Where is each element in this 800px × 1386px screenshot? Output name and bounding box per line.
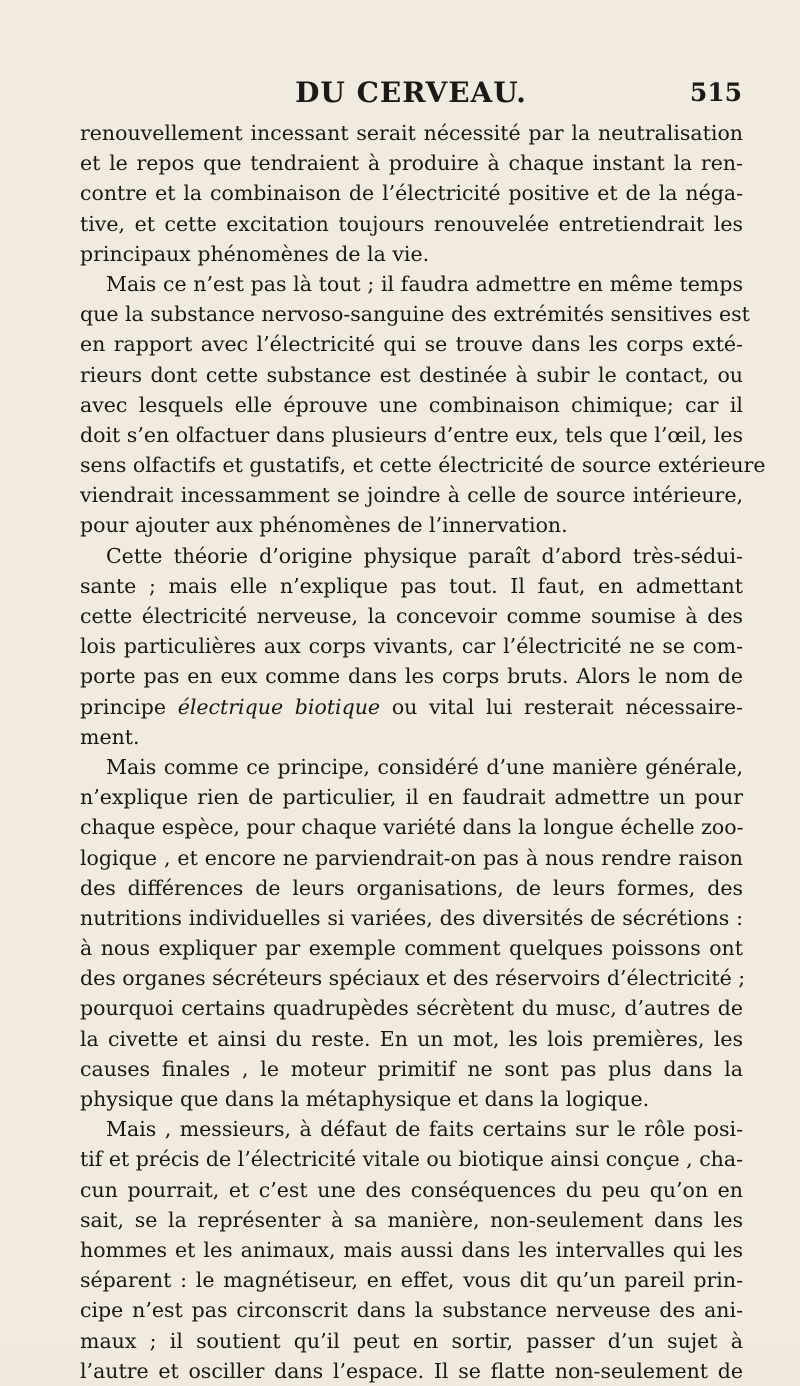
body-text <box>80 118 766 1386</box>
text-line: cipe n’est pas circonscrit dans la substance nerveuse des ani- <box>80 1298 743 1323</box>
text-line: sens olfactifs et gustatifs, et cette électricité de source extérieure <box>80 453 766 478</box>
text-line: chaque espèce, pour chaque variété dans la longue échelle zoo- <box>80 815 744 840</box>
text-line: porte pas en eux comme dans les corps bruts. Alors le nom de <box>80 664 743 689</box>
text-line: hommes et les animaux, mais aussi dans les intervalles qui les <box>80 1237 743 1262</box>
text-line: sante ; mais elle n’explique pas tout. Il faut, en admettant <box>80 573 743 598</box>
text-line: en rapport avec l’électricité qui se trouve dans les corps exté- <box>80 332 743 357</box>
text-line: Mais ce n’est pas là tout ; il faudra admettre en même temps <box>106 271 743 296</box>
text-line: logique , et encore ne parviendrait-on pas à nous rendre raison <box>80 845 743 870</box>
text-line: des organes sécréteurs spéciaux et des réservoirs d’électricité ; <box>80 966 746 991</box>
running-title: DU CERVEAU. <box>295 76 527 109</box>
text-line: pourquoi certains quadrupèdes sécrètent du musc, d’autres de <box>80 996 743 1021</box>
text-line: Cette théorie d’origine physique paraît d’abord très-sédui- <box>106 543 743 568</box>
text-segment: ou vital lui resterait nécessaire- <box>391 694 743 719</box>
text-line: et le repos que tendraient à produire à chaque instant la ren- <box>80 151 743 176</box>
text-line: séparent : le magnétiseur, en effet, vous dit qu’un pareil prin- <box>80 1268 743 1293</box>
text-line: doit s’en olfactuer dans plusieurs d’entre eux, tels que l’œil, les <box>80 422 743 447</box>
text-line: renouvellement incessant serait nécessité par la neutralisation <box>80 121 743 145</box>
text-line-mixed <box>80 692 743 722</box>
text-line: rieurs dont cette substance est destinée à subir le contact, ou <box>80 362 743 387</box>
text-line: sait, se la représenter à sa manière, non-seulement dans les <box>80 1207 743 1232</box>
text-line: causes finales , le moteur primitif ne sont pas plus dans la <box>80 1056 743 1081</box>
text-line: Mais , messieurs, à défaut de faits certains sur le rôle posi- <box>106 1117 743 1142</box>
italic-term: électrique biotique <box>177 694 381 719</box>
text-line: principaux phénomènes de la vie. <box>80 241 430 266</box>
text-line: tif et précis de l’électricité vitale ou biotique ainsi conçue , cha- <box>80 1147 744 1172</box>
text-line: avec lesquels elle éprouve une combinaison chimique; car il <box>80 392 743 417</box>
page-number: 515 <box>689 78 742 107</box>
text-line: physique que dans la métaphysique et dans la logique. <box>80 1087 650 1111</box>
text-line: que la substance nervoso-sanguine des extrémités sensitives est <box>80 302 750 327</box>
text-line: nutritions individuelles si variées, des diversités de sécrétions : <box>80 905 743 930</box>
text-line: Mais comme ce principe, considéré d’une manière générale, <box>106 754 743 779</box>
text-line: viendrait incessamment se joindre à celle de source intérieure, <box>80 483 743 508</box>
text-line: à nous expliquer par exemple comment quelques poissons ont <box>80 936 743 961</box>
text-line: pour ajouter aux phénomènes de l’innervation. <box>80 513 568 538</box>
text-line: des différences de leurs organisations, de leurs formes, des <box>80 875 743 900</box>
text-line: la civette et ainsi du reste. En un mot, les lois premières, les <box>80 1026 743 1051</box>
text-line: lois particulières aux corps vivants, car l’électricité ne se com- <box>80 634 743 659</box>
running-head <box>80 76 742 116</box>
text-line: cette électricité nerveuse, la concevoir comme soumise à des <box>80 604 743 628</box>
text-line: tive, et cette excitation toujours renouvelée entretiendrait les <box>80 211 743 236</box>
text-segment: principe <box>80 694 166 719</box>
text-line: contre et la combinaison de l’électricité positive et de la néga- <box>80 181 743 206</box>
text-line: maux ; il soutient qu’il peut en sortir, passer d’un sujet à <box>80 1328 743 1353</box>
text-line: cun pourrait, et c’est une des conséquences du peu qu’on en <box>80 1177 743 1202</box>
text-line: n’explique rien de particulier, il en faudrait admettre un pour <box>80 785 743 810</box>
text-line: ment. <box>80 724 140 749</box>
text-line: l’autre et osciller dans l’espace. Il se flatte non-seulement de <box>80 1358 743 1383</box>
